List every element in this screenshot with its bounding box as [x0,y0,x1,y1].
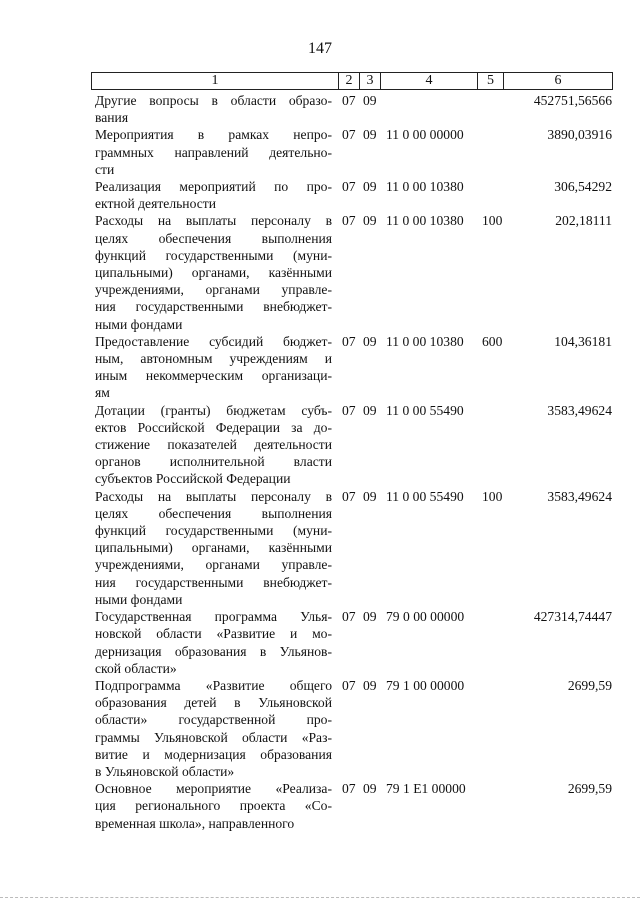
header-col-3: 3 [360,73,381,90]
row-name-line: ния государственными внебюджет- [95,574,332,590]
row-expense-type: 100 [482,488,503,504]
row-name-line: дернизация образования в Ульянов- [95,643,332,659]
row-name-line: Другие вопросы в области образо- [95,93,332,108]
row-name-line: сти [95,161,115,177]
row-name-line: Дотации (гранты) бюджетам субъ- [95,402,332,418]
row-target-article: 79 0 00 00000 [386,609,465,625]
row-name [95,608,332,677]
row-name-line: функций государственными (муни- [95,247,332,263]
row-name [95,126,332,178]
row-name-line: граммы Ульяновской области «Раз- [95,729,332,745]
row-name [95,780,332,832]
row-sum: 2699,59 [567,781,612,797]
table-row [0,608,640,677]
row-name [95,212,332,332]
row-name-line: Мероприятия в рамках непро- [95,127,332,143]
table-row [0,126,640,178]
row-sum: 2699,59 [567,677,612,693]
row-name [95,488,332,608]
table-row [0,488,640,608]
row-razdel: 07 [342,127,356,143]
row-name-line: ям [95,385,110,401]
row-name-line: иным некоммерческим организаци- [95,368,332,384]
row-name-line: ектной деятельности [95,196,216,212]
row-name-line: Основное мероприятие «Реализа- [95,781,332,797]
row-expense-type: 600 [482,333,503,349]
row-razdel: 07 [342,213,356,229]
row-target-article: 11 0 00 10380 [386,213,464,229]
table-header [91,72,613,90]
row-name [95,92,332,126]
row-name-line: Расходы на выплаты персоналу в [95,213,332,229]
row-name-line: ным, автономным учреждениям и [95,351,332,367]
row-name-line: органов исполнительной власти [95,454,332,470]
row-name-line: ными фондами [95,591,183,607]
row-razdel: 07 [342,781,356,797]
row-name-line: ектов Российской Федерации за до- [95,419,332,435]
row-name [95,333,332,402]
table-row [0,780,640,832]
row-sum: 104,36181 [554,333,612,349]
row-target-article: 11 0 00 10380 [386,179,464,195]
row-razdel: 07 [342,488,356,504]
row-name-line: целях обеспечения выполнения [95,505,332,521]
row-razdel: 07 [342,333,356,349]
table-row [0,402,640,488]
row-podrazdel: 09 [363,127,377,143]
header-col-2: 2 [339,73,360,90]
row-name [95,677,332,780]
row-name-line: целях обеспечения выполнения [95,230,332,246]
row-razdel: 07 [342,93,356,108]
table-row [0,677,640,780]
row-target-article: 11 0 00 10380 [386,333,464,349]
row-name-line: вания [95,110,129,126]
row-sum: 3890,03916 [547,127,612,143]
header-col-1: 1 [92,73,339,90]
table-row [0,333,640,402]
row-name-line: граммных направлений деятельно- [95,144,332,160]
row-name-line: образования детей в Ульяновской [95,695,332,711]
header-col-4: 4 [381,73,478,90]
row-name-line: функций государственными (муни- [95,523,332,539]
row-razdel: 07 [342,179,356,195]
row-podrazdel: 09 [363,179,377,195]
table-row [0,212,640,332]
row-sum: 3583,49624 [547,488,612,504]
row-razdel: 07 [342,677,356,693]
row-name-line: Государственная программа Улья- [95,609,332,625]
row-sum: 306,54292 [554,179,612,195]
row-podrazdel: 09 [363,93,377,108]
row-target-article: 11 0 00 00000 [386,127,464,143]
row-target-article: 11 0 00 55490 [386,402,464,418]
row-podrazdel: 09 [363,402,377,418]
row-target-article: 79 1 E1 00000 [386,781,466,797]
row-name-line: Предоставление субсидий бюджет- [95,333,332,349]
row-name-line: Реализация мероприятий по про- [95,179,332,195]
page-bottom-edge [0,897,640,899]
row-name-line: в Ульяновской области» [95,763,235,779]
row-podrazdel: 09 [363,609,377,625]
row-name-line: ской области» [95,660,177,676]
row-target-article: 79 1 00 00000 [386,677,465,693]
row-sum: 202,18111 [555,213,612,229]
page-number: 147 [308,40,332,57]
table-row [0,92,640,126]
row-razdel: 07 [342,402,356,418]
row-podrazdel: 09 [363,677,377,693]
row-name-line: ципальными) органами, казёнными [95,540,332,556]
row-target-article: 11 0 00 55490 [386,488,464,504]
row-name-line: стижение показателей деятельности [95,437,332,453]
table-body [0,92,640,832]
row-podrazdel: 09 [363,333,377,349]
row-podrazdel: 09 [363,781,377,797]
row-name-line: ния государственными внебюджет- [95,299,332,315]
row-name-line: Подпрограмма «Развитие общего [95,677,332,693]
row-name-line: учреждениями, органами управле- [95,282,332,298]
row-name-line: ция регионального проекта «Со- [95,798,332,814]
row-sum: 3583,49624 [547,402,612,418]
row-name-line: учреждениями, органами управле- [95,557,332,573]
row-name-line: ными фондами [95,316,183,332]
header-col-6: 6 [504,73,613,90]
row-name-line: субъектов Российской Федерации [95,471,291,487]
row-razdel: 07 [342,609,356,625]
row-sum: 452751,56566 [533,93,612,108]
row-name-line: новской области «Развитие и мо- [95,626,332,642]
row-name [95,178,332,212]
row-name-line: ципальными) органами, казёнными [95,265,332,281]
row-name-line: Расходы на выплаты персоналу в [95,488,332,504]
row-name [95,402,332,488]
row-name-line: области» государственной про- [95,712,332,728]
row-name-line: временная школа», направленного [95,815,295,831]
header-col-5: 5 [478,73,504,90]
row-expense-type: 100 [482,213,503,229]
row-podrazdel: 09 [363,488,377,504]
row-name-line: витие и модернизация образования [95,746,332,762]
row-sum: 427314,74447 [533,609,612,625]
row-podrazdel: 09 [363,213,377,229]
table-row [0,178,640,212]
